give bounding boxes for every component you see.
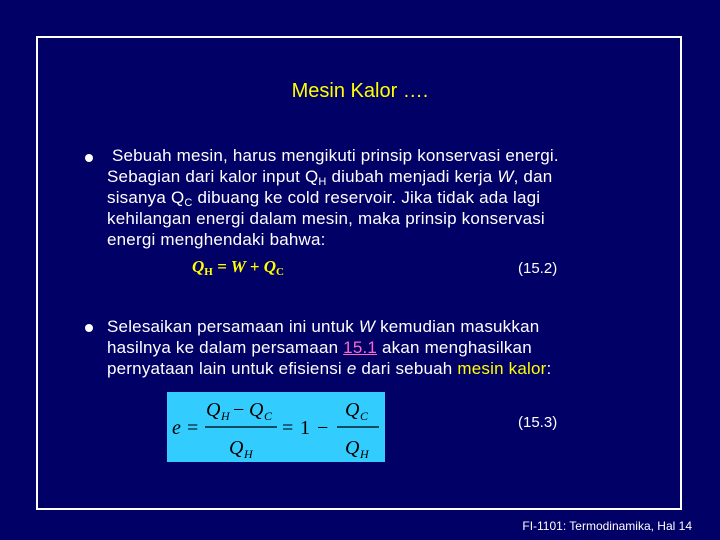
formula-eq-2: = xyxy=(282,417,294,439)
bullet-1-line-4: kehilangan energi dalam mesin, maka prinsip konservasi xyxy=(107,209,545,228)
bullet-1-line-1: Sebuah mesin, harus mengikuti prinsip konservasi energi. xyxy=(111,146,559,165)
frac1-num-minus: − xyxy=(233,399,245,421)
frac2-num-sub: C xyxy=(360,409,369,423)
efficiency-formula-box xyxy=(167,392,385,462)
formula-lhs: e xyxy=(172,417,181,439)
frac1-num-q2: Q xyxy=(249,399,264,421)
frac1-den-sub: H xyxy=(244,447,253,461)
frac1-num-sub2: C xyxy=(264,409,273,423)
bullet-2-dot xyxy=(85,324,93,332)
equation-15-1-link[interactable]: 15.1 xyxy=(343,338,378,357)
frac2-den-q: Q xyxy=(345,437,360,459)
bullet-1-line-3: sisanya $Q_C$ dibuang ke cold reservoir. Jika tidak ada lagi xyxy=(107,188,541,209)
bullet-2-line-1: Selesaikan persamaan ini untuk W kemudian masukkan xyxy=(107,317,540,336)
bullet-1-dot xyxy=(85,154,93,162)
efficiency-formula xyxy=(167,392,385,462)
frac1-den-q: Q xyxy=(229,437,244,459)
frac1-num-sub1: H xyxy=(221,409,230,423)
slide-title: Mesin Kalor …. xyxy=(291,80,429,102)
formula-eq-1: = xyxy=(187,417,199,439)
frac2-den-sub: H xyxy=(360,447,369,461)
frac2-num-q: Q xyxy=(345,399,360,421)
equation-number-15-3: (15.3) xyxy=(518,414,558,431)
bullet-2-line-3: pernyataan lain untuk efisiensi e dari sebuah mesin kalor: xyxy=(107,359,552,378)
bullet-2-line-2: hasilnya ke dalam persamaan 15.1 akan menghasilkan xyxy=(107,338,532,357)
equation-15-2: $Q_H = W + Q_C$ xyxy=(192,257,284,278)
equation-number-15-2: (15.2) xyxy=(518,260,558,277)
formula-one: 1 xyxy=(300,417,310,439)
bullet-1-line-2: Sebagian dari kalor input $Q_H$ diubah menjadi kerja W, dan xyxy=(107,167,553,188)
frac1-num-q1: Q xyxy=(206,399,221,421)
bullet-1-text xyxy=(107,145,667,250)
bullet-1-line-5: energi menghendaki bahwa: xyxy=(107,230,326,249)
bullet-2-text xyxy=(107,316,667,379)
formula-minus: − xyxy=(317,417,329,439)
slide-footer: FI-1101: Termodinamika, Hal 14 xyxy=(522,519,692,533)
